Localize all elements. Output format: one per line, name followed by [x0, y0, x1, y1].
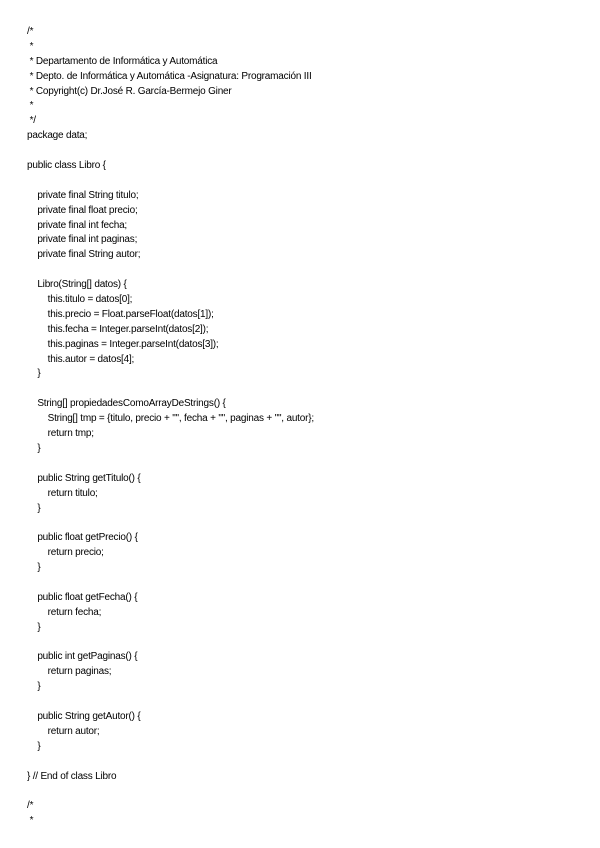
code-line: public String getAutor() {: [27, 710, 141, 722]
code-line: [27, 755, 314, 770]
code-line: }: [27, 621, 41, 633]
code-line: return paginas;: [27, 666, 112, 678]
code-line: *: [27, 815, 34, 827]
code-line: [27, 636, 314, 651]
code-line: [27, 263, 314, 278]
source-code-listing: [27, 25, 314, 829]
code-line: [27, 174, 314, 189]
code-line: }: [27, 681, 41, 693]
code-line: return titulo;: [27, 487, 98, 499]
code-line: /*: [27, 26, 34, 37]
code-line: private final String autor;: [27, 249, 141, 261]
code-line: public float getPrecio() {: [27, 532, 138, 544]
code-line: this.fecha = Integer.parseInt(datos[2]);: [27, 323, 209, 335]
code-line: [27, 695, 314, 710]
code-line: }: [27, 562, 41, 574]
code-line: * Copyright(c) Dr.José R. García-Bermejo Giner: [27, 85, 232, 97]
code-line: }: [27, 740, 41, 752]
code-line: this.paginas = Integer.parseInt(datos[3]);: [27, 338, 219, 350]
code-line: } // End of class Libro: [27, 770, 117, 782]
code-line: Libro(String[] datos) {: [27, 279, 127, 291]
code-line: }: [27, 442, 41, 454]
code-line: public class Libro {: [27, 160, 106, 172]
code-line: this.titulo = datos[0];: [27, 294, 133, 306]
code-line: [27, 576, 314, 591]
code-line: return autor;: [27, 725, 100, 737]
code-line: return tmp;: [27, 428, 94, 440]
code-line: [27, 784, 314, 799]
code-line: [27, 144, 314, 159]
code-line: */: [27, 115, 36, 127]
code-line: private final int fecha;: [27, 219, 128, 231]
code-line: *: [27, 100, 34, 112]
code-line: this.autor = datos[4];: [27, 353, 135, 365]
code-line: [27, 516, 314, 531]
code-line: String[] propiedadesComoArrayDeStrings() {: [27, 398, 226, 410]
code-line: }: [27, 368, 41, 380]
code-line: public String getTitulo() {: [27, 472, 141, 484]
code-line: }: [27, 502, 41, 514]
code-line: return fecha;: [27, 606, 102, 618]
code-line: *: [27, 40, 34, 52]
code-line: public float getFecha() {: [27, 591, 138, 603]
code-line: * Depto. de Informática y Automática -Asignatura: Programación III: [27, 70, 312, 82]
code-line: [27, 457, 314, 472]
code-line: String[] tmp = {titulo, precio + "", fecha + "", paginas + "", autor};: [27, 413, 314, 425]
code-line: private final String titulo;: [27, 189, 139, 201]
code-line: return precio;: [27, 547, 104, 559]
code-line: public int getPaginas() {: [27, 651, 138, 663]
code-line: this.precio = Float.parseFloat(datos[1]);: [27, 308, 214, 320]
code-line: /*: [27, 800, 34, 812]
code-line: private final int paginas;: [27, 234, 138, 246]
code-line: private final float precio;: [27, 204, 138, 216]
code-line: * Departamento de Informática y Automática: [27, 55, 218, 67]
code-line: package data;: [27, 130, 88, 142]
code-line: [27, 382, 314, 397]
